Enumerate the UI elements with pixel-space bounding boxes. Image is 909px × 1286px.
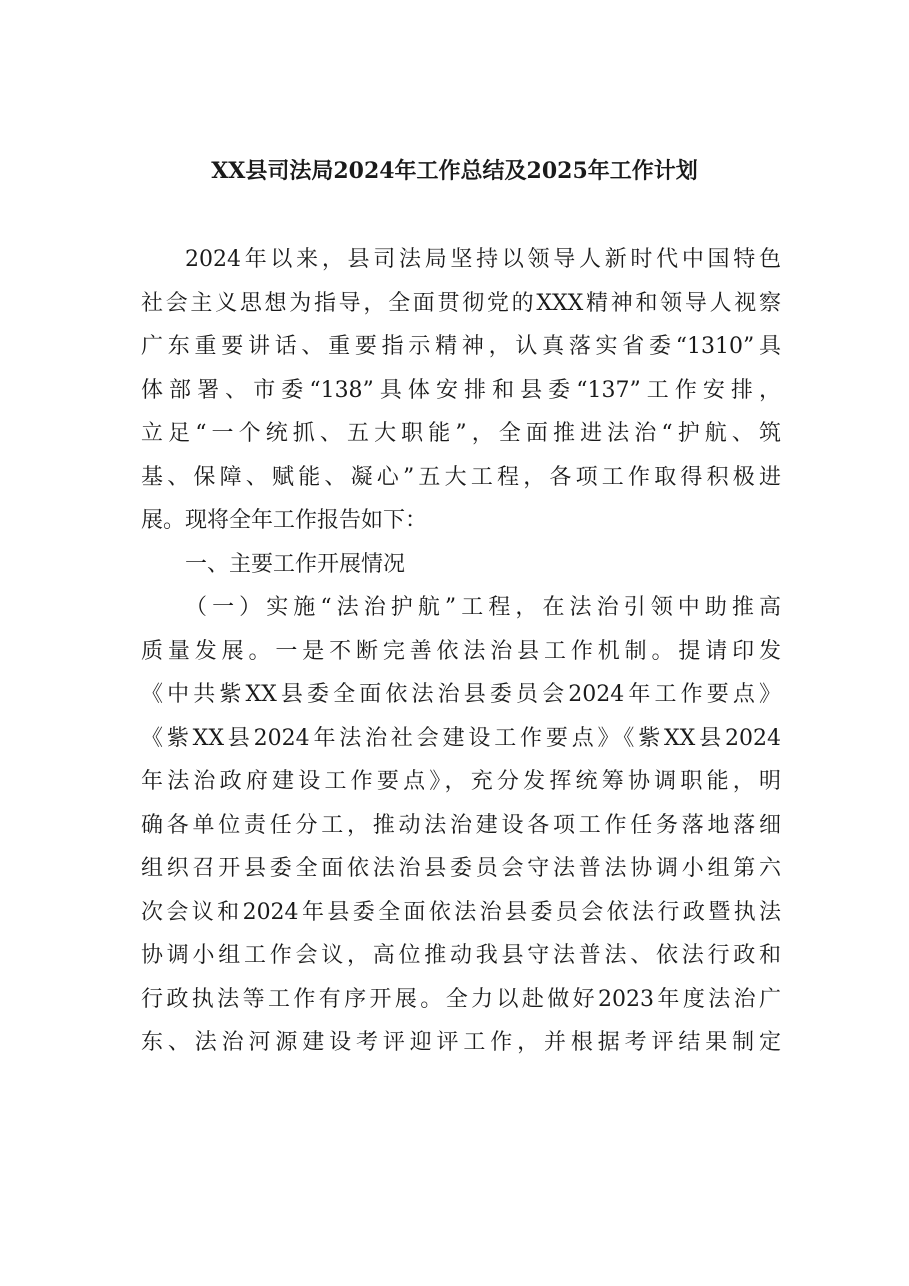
paragraph-line: 2024年以来，县司法局坚持以领导人新时代中国特色 [185, 247, 781, 272]
paragraph-line: 广东重要讲话、重要指示精神，认真落实省委“1310”具 [141, 334, 781, 359]
paragraph-line: 协调小组工作会议，高位推动我县守法普法、依法行政和 [141, 943, 781, 968]
paragraph-line: 基、保障、赋能、凝心”五大工程，各项工作取得积极进 [141, 464, 781, 490]
paragraph-line: 《中共紫XX县委全面依法治县委员会2024年工作要点》 [141, 682, 781, 707]
paragraph-line: 行政执法等工作有序开展。全力以赴做好2023年度法治广 [141, 986, 781, 1012]
paragraph-line: 体部署、市委“138”具体安排和县委“137”工作安排， [141, 377, 781, 403]
paragraph-line: 确各单位责任分工，推动法治建设各项工作任务落地落细 [141, 812, 781, 838]
document-title: XX县司法局2024年工作总结及2025年工作计划 [211, 158, 698, 184]
paragraph-line: 年法治政府建设工作要点》，充分发挥统筹协调职能，明 [141, 769, 781, 794]
paragraph-line: 立足“一个统抓、五大职能”，全面推进法治“护航、筑 [141, 421, 781, 446]
paragraph-line: 质量发展。一是不断完善依法治县工作机制。提请印发 [141, 638, 781, 664]
paragraph-line: （一）实施“法治护航”工程，在法治引领中助推高 [185, 595, 781, 620]
paragraph-line: 组织召开县委全面依法治县委员会守法普法协调小组第六 [141, 856, 781, 881]
paragraph-line: 东、法治河源建设考评迎评工作，并根据考评结果制定 [141, 1030, 781, 1055]
paragraph-line: 展。现将全年工作报告如下： [141, 508, 428, 533]
section-heading: 一、主要工作开展情况 [185, 551, 406, 577]
paragraph-line: 次会议和2024年县委全面依法治县委员会依法行政暨执法 [141, 899, 781, 925]
paragraph-line: 社会主义思想为指导，全面贯彻党的XXX精神和领导人视察 [141, 290, 781, 316]
document-body [141, 238, 781, 1065]
paragraph-line: 《紫XX县2024年法治社会建设工作要点》《紫XX县2024 [141, 725, 781, 751]
